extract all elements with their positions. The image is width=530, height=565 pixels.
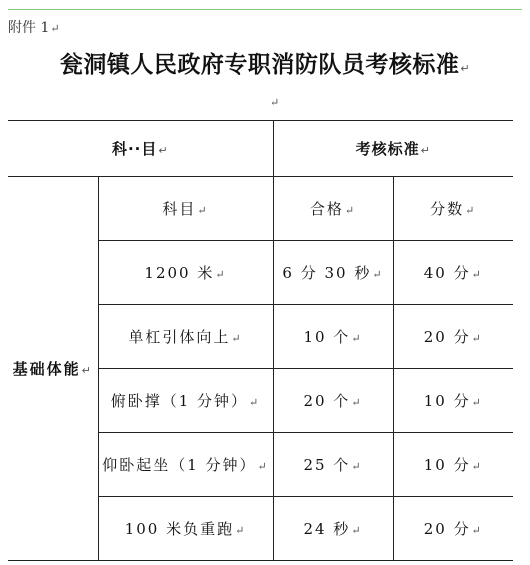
document-title: 瓮洞镇人民政府专职消防队员考核标准↵ (59, 52, 471, 78)
subheader-pass: 合格↵ (273, 177, 393, 241)
pass-cell: 25 个↵ (273, 433, 393, 497)
item-cell: 仰卧起坐（1 分钟）↵ (98, 433, 273, 497)
score-cell: 10 分↵ (393, 369, 513, 433)
score-cell: 20 分↵ (393, 497, 513, 561)
item-cell: 俯卧撑（1 分钟）↵ (98, 369, 273, 433)
item-cell: 100 米负重跑↵ (98, 497, 273, 561)
item-cell: 1200 米↵ (98, 241, 273, 305)
paragraph-mark: ↵ (460, 62, 471, 75)
pass-cell: 10 个↵ (273, 305, 393, 369)
score-cell: 20 分↵ (393, 305, 513, 369)
category-cell: 基础体能↵ (8, 177, 98, 561)
header-subject-cell: 科··目↵ (8, 121, 273, 177)
score-cell: 40 分↵ (393, 241, 513, 305)
table-header-row (8, 121, 513, 177)
pass-cell: 6 分 30 秒↵ (273, 241, 393, 305)
item-cell: 单杠引体向上↵ (98, 305, 273, 369)
table-row (8, 177, 513, 241)
score-cell: 10 分↵ (393, 433, 513, 497)
paragraph-mark: ↵ (50, 22, 60, 35)
subheader-subject: 科目↵ (98, 177, 273, 241)
attachment-label: 附件 1↵ (8, 20, 60, 36)
paragraph-mark: ↵ (270, 96, 280, 109)
header-rule (8, 9, 522, 10)
pass-cell: 20 个↵ (273, 369, 393, 433)
pass-cell: 24 秒↵ (273, 497, 393, 561)
header-standard-cell: 考核标准↵ (273, 121, 513, 177)
subheader-score: 分数↵ (393, 177, 513, 241)
assessment-table (8, 120, 513, 561)
